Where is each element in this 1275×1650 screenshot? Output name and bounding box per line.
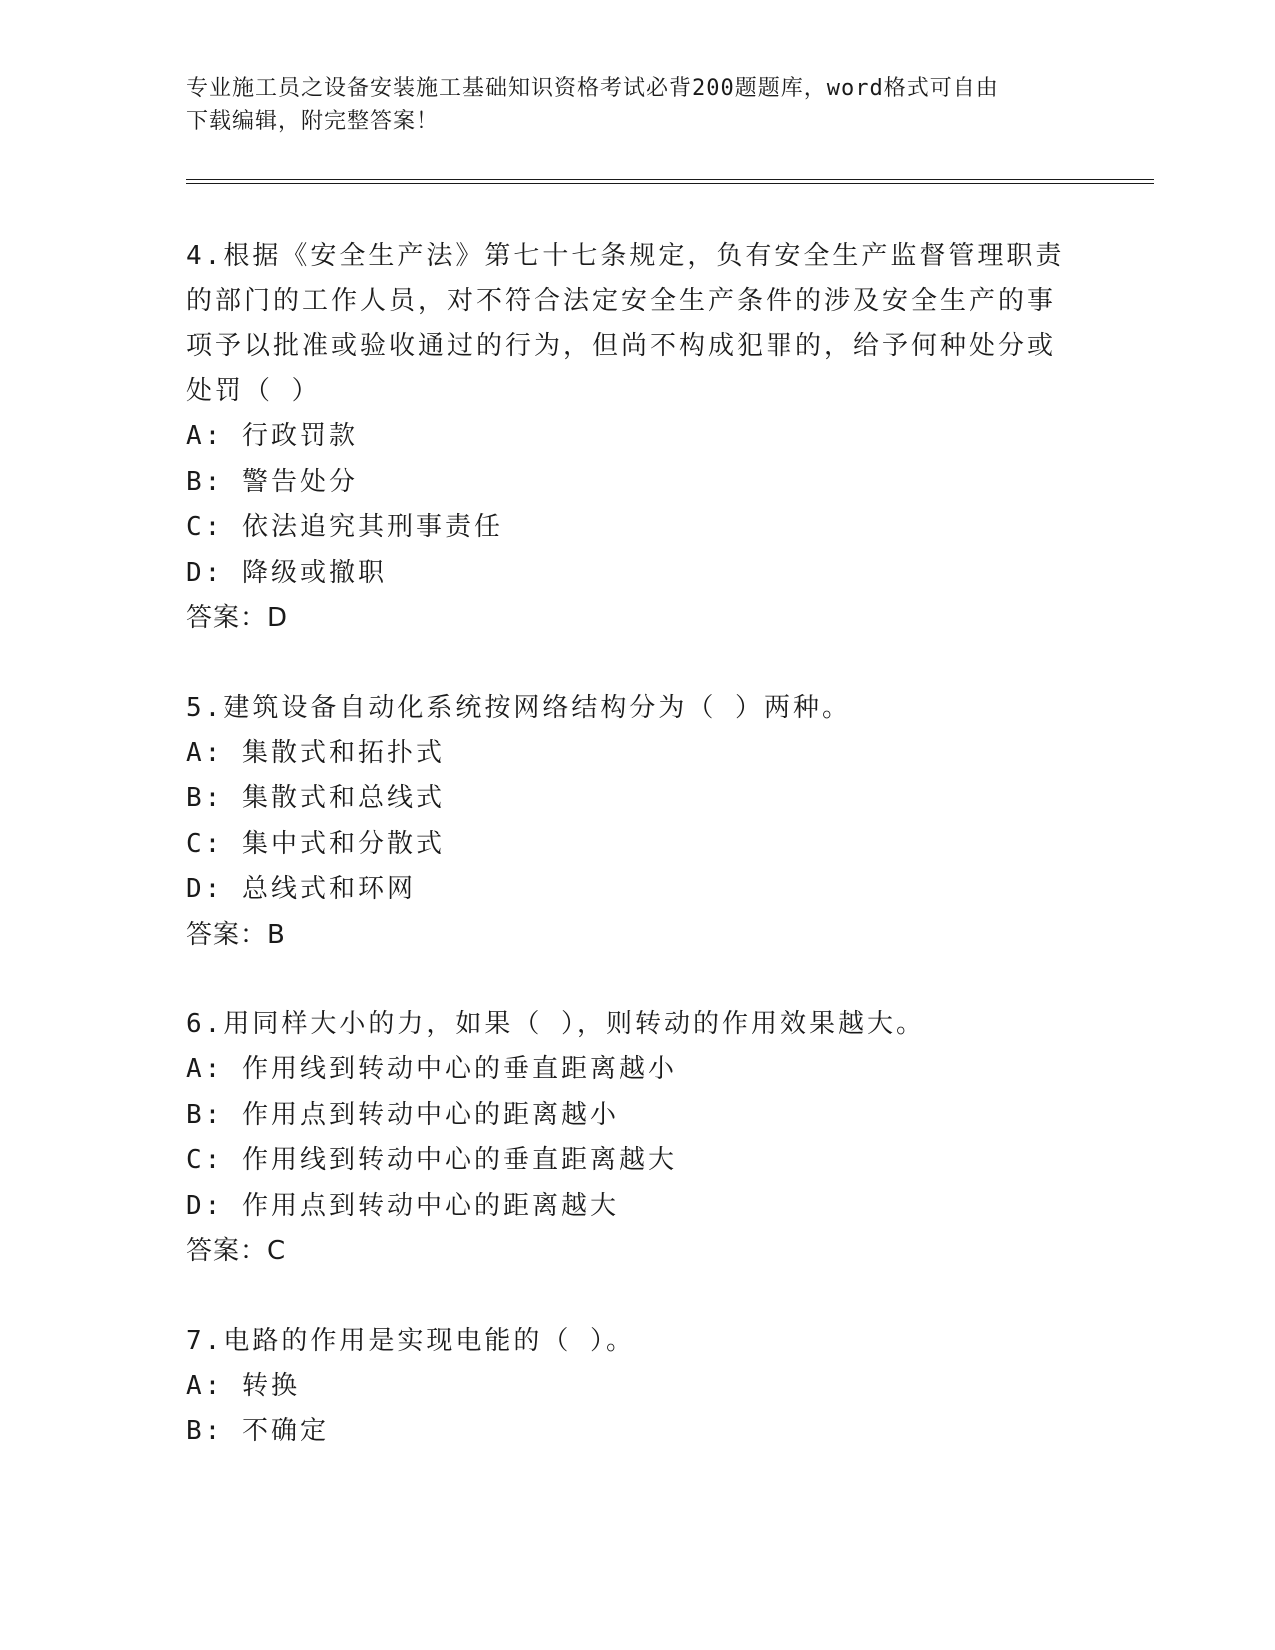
answer-value: C <box>267 1236 287 1266</box>
question-stem <box>186 686 1066 731</box>
option-a <box>186 414 1066 460</box>
question-text: 电路的作用是实现电能的（ ）。 <box>223 1325 635 1356</box>
option-key: D : <box>186 874 242 904</box>
option-key: B : <box>186 467 242 497</box>
option-b <box>186 460 1066 506</box>
option-d <box>186 867 1066 913</box>
option-key: D : <box>186 558 242 588</box>
answer-line <box>186 1229 1066 1275</box>
question-text: 根据《安全生产法》第七十七条规定，负有安全生产监督管理职责的部门的工作人员，对不符合法定安全生产条件的涉及安全生产的事项予以批准或验收通过的行为，但尚不构成犯罪的，给予何种处分或处罚（ ） <box>186 241 1065 406</box>
header-line-1: 专业施工员之设备安装施工基础知识资格考试必背200题题库，word格式可自由 <box>186 76 999 101</box>
option-key: A : <box>186 421 242 451</box>
question-number: 6 . <box>186 1009 223 1039</box>
option-text: 警告处分 <box>241 466 358 497</box>
question-number: 7 . <box>186 1326 223 1356</box>
option-text: 降级或撤职 <box>241 557 387 588</box>
option-text: 总线式和环网 <box>241 874 416 904</box>
option-text: 不确定 <box>241 1416 329 1446</box>
question-4 <box>186 234 1066 642</box>
option-a <box>186 731 1066 777</box>
option-text: 依法追究其刑事责任 <box>241 512 503 542</box>
option-key: C : <box>186 512 242 542</box>
question-6 <box>186 1002 1066 1275</box>
option-text: 作用线到转动中心的垂直距离越大 <box>241 1145 677 1175</box>
answer-value: D <box>267 603 289 633</box>
option-key: B : <box>186 1100 242 1130</box>
question-stem <box>186 234 1066 414</box>
option-c <box>186 1138 1066 1184</box>
question-7 <box>186 1319 1066 1455</box>
question-number: 5 . <box>186 693 223 723</box>
option-text: 集中式和分散式 <box>241 828 445 859</box>
option-text: 作用点到转动中心的距离越大 <box>241 1190 619 1221</box>
answer-line <box>186 913 1066 959</box>
question-list <box>186 234 1066 1499</box>
option-d <box>186 551 1066 597</box>
document-header <box>186 72 1066 138</box>
option-key: B : <box>186 1416 242 1446</box>
option-text: 行政罚款 <box>241 421 358 451</box>
answer-label: 答案 ： <box>186 1236 267 1266</box>
option-key: D : <box>186 1191 242 1221</box>
header-rule-bottom <box>186 183 1154 184</box>
question-text: 建筑设备自动化系统按网络结构分为（ ）两种。 <box>223 692 851 723</box>
option-d <box>186 1184 1066 1230</box>
option-key: C : <box>186 829 242 859</box>
option-a <box>186 1364 1066 1410</box>
answer-label: 答案 ： <box>186 920 267 950</box>
option-key: A : <box>186 1371 242 1401</box>
question-number: 4 . <box>186 241 223 271</box>
option-c <box>186 505 1066 551</box>
option-b <box>186 776 1066 822</box>
option-key: C : <box>186 1145 242 1175</box>
question-text: 用同样大小的力，如果（ ），则转动的作用效果越大。 <box>223 1009 925 1039</box>
option-b <box>186 1093 1066 1139</box>
option-c <box>186 822 1066 868</box>
option-key: A : <box>186 738 242 768</box>
option-text: 集散式和总线式 <box>241 783 445 813</box>
header-rule-top <box>186 179 1154 180</box>
question-stem <box>186 1002 1066 1047</box>
option-text: 作用点到转动中心的距离越小 <box>241 1099 619 1130</box>
option-b <box>186 1409 1066 1455</box>
option-key: A : <box>186 1054 242 1084</box>
option-text: 作用线到转动中心的垂直距离越小 <box>241 1054 677 1084</box>
question-stem <box>186 1319 1066 1364</box>
option-text: 转换 <box>241 1370 300 1401</box>
option-a <box>186 1047 1066 1093</box>
answer-label: 答案 ： <box>186 603 267 633</box>
option-text: 集散式和拓扑式 <box>241 737 445 768</box>
question-5 <box>186 686 1066 959</box>
option-key: B : <box>186 783 242 813</box>
header-line-2: 下载编辑，附完整答案！ <box>186 109 440 134</box>
answer-line <box>186 596 1066 642</box>
answer-value: B <box>267 919 286 950</box>
